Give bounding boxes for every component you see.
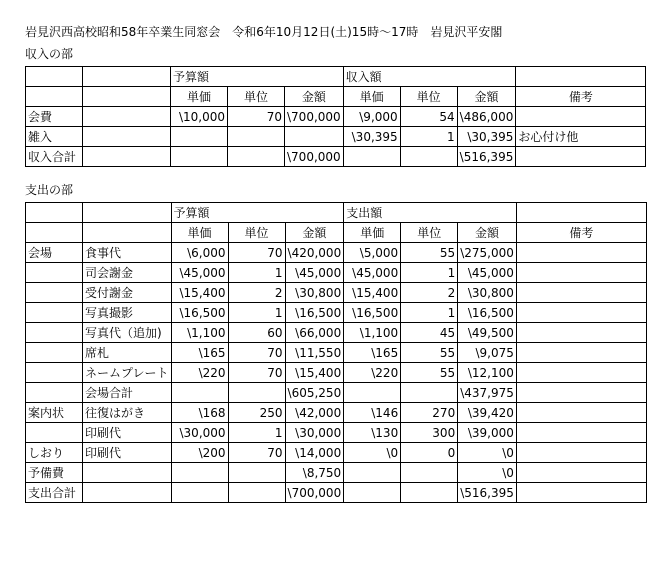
budget-unit-cell bbox=[228, 483, 285, 503]
budget-unit-price-cell: \165 bbox=[171, 343, 228, 363]
row-label: 予備費 bbox=[26, 463, 83, 483]
actual-amount-cell: \0 bbox=[458, 463, 517, 483]
row-label: 収入合計 bbox=[26, 147, 83, 167]
actual-unit-cell: 1 bbox=[400, 127, 457, 147]
budget-unit-cell: 70 bbox=[228, 107, 285, 127]
row-item: 司会謝金 bbox=[83, 263, 172, 283]
income-budget-group-header: 予算額 bbox=[171, 67, 344, 87]
budget-amount-cell: \30,800 bbox=[285, 283, 344, 303]
actual-amount-cell: \30,800 bbox=[458, 283, 517, 303]
remarks-cell bbox=[516, 463, 646, 483]
actual-amount-cell: \516,395 bbox=[458, 483, 517, 503]
expense-table-row bbox=[26, 363, 647, 383]
col-header-unit: 単位 bbox=[401, 223, 458, 243]
income-column-header-row bbox=[26, 87, 646, 107]
income-actual-group-header: 収入額 bbox=[343, 67, 516, 87]
budget-unit-cell: 250 bbox=[228, 403, 285, 423]
budget-amount-cell: \11,550 bbox=[285, 343, 344, 363]
actual-unit-price-cell: \45,000 bbox=[344, 263, 401, 283]
budget-unit-price-cell bbox=[171, 483, 228, 503]
remarks-cell bbox=[516, 303, 646, 323]
row-label: しおり bbox=[26, 443, 83, 463]
col-header-amount: 金額 bbox=[285, 223, 344, 243]
budget-amount-cell: \66,000 bbox=[285, 323, 344, 343]
actual-unit-price-cell: \220 bbox=[344, 363, 401, 383]
remarks-cell bbox=[516, 423, 646, 443]
col-header-amount: 金額 bbox=[285, 87, 344, 107]
budget-amount-cell: \8,750 bbox=[285, 463, 344, 483]
budget-unit-price-cell: \168 bbox=[171, 403, 228, 423]
row-label bbox=[26, 383, 83, 403]
budget-unit-cell: 2 bbox=[228, 283, 285, 303]
col-header-unit: 単位 bbox=[228, 87, 285, 107]
remarks-cell: お心付け他 bbox=[516, 127, 646, 147]
income-group-header-row bbox=[26, 67, 646, 87]
col-header-unit: 単位 bbox=[228, 223, 285, 243]
row-item bbox=[83, 483, 172, 503]
row-item bbox=[83, 463, 172, 483]
col-header-unit-price: 単価 bbox=[171, 223, 228, 243]
actual-amount-cell: \39,420 bbox=[458, 403, 517, 423]
actual-unit-cell: 1 bbox=[401, 263, 458, 283]
expense-budget-group-header: 予算額 bbox=[171, 203, 344, 223]
col-header-unit-price: 単価 bbox=[343, 87, 400, 107]
actual-unit-price-cell: \1,100 bbox=[344, 323, 401, 343]
col-header-remarks: 備考 bbox=[516, 87, 646, 107]
actual-unit-cell: 55 bbox=[401, 243, 458, 263]
actual-amount-cell: \486,000 bbox=[457, 107, 516, 127]
expense-table-row bbox=[26, 303, 647, 323]
row-item: 食事代 bbox=[83, 243, 172, 263]
budget-unit-cell: 70 bbox=[228, 363, 285, 383]
actual-unit-price-cell bbox=[343, 147, 400, 167]
row-label bbox=[26, 283, 83, 303]
actual-unit-price-cell: \30,395 bbox=[343, 127, 400, 147]
actual-amount-cell: \45,000 bbox=[458, 263, 517, 283]
budget-amount-cell: \700,000 bbox=[285, 147, 344, 167]
row-item: ネームプレート bbox=[83, 363, 172, 383]
row-label: 会場 bbox=[26, 243, 83, 263]
budget-amount-cell: \45,000 bbox=[285, 263, 344, 283]
remarks-cell bbox=[516, 483, 646, 503]
budget-unit-cell: 1 bbox=[228, 423, 285, 443]
budget-unit-cell bbox=[228, 463, 285, 483]
expense-table-row bbox=[26, 383, 647, 403]
row-label bbox=[26, 263, 83, 283]
row-label bbox=[26, 423, 83, 443]
actual-unit-cell bbox=[401, 463, 458, 483]
budget-unit-cell bbox=[228, 127, 285, 147]
budget-unit-price-cell: \1,100 bbox=[171, 323, 228, 343]
row-label bbox=[26, 303, 83, 323]
actual-unit-cell: 55 bbox=[401, 363, 458, 383]
row-item bbox=[83, 127, 171, 147]
col-header-unit: 単位 bbox=[400, 87, 457, 107]
budget-unit-cell: 70 bbox=[228, 443, 285, 463]
actual-unit-price-cell: \146 bbox=[344, 403, 401, 423]
income-section-label: 収入の部 bbox=[25, 47, 74, 61]
actual-amount-cell: \437,975 bbox=[458, 383, 517, 403]
actual-unit-cell: 0 bbox=[401, 443, 458, 463]
row-item: 写真撮影 bbox=[83, 303, 172, 323]
expense-actual-group-header: 支出額 bbox=[344, 203, 517, 223]
actual-unit-cell: 2 bbox=[401, 283, 458, 303]
row-label: 会費 bbox=[26, 107, 83, 127]
budget-unit-price-cell: \45,000 bbox=[171, 263, 228, 283]
actual-unit-price-cell: \5,000 bbox=[344, 243, 401, 263]
col-header-remarks: 備考 bbox=[516, 223, 646, 243]
document-title: 岩見沢西高校昭和58年卒業生同窓会 令和6年10月12日(土)15時～17時 岩見沢平安閣 bbox=[25, 25, 503, 39]
remarks-cell bbox=[516, 443, 646, 463]
actual-unit-price-cell bbox=[344, 483, 401, 503]
budget-unit-price-cell: \30,000 bbox=[171, 423, 228, 443]
budget-unit-price-cell: \16,500 bbox=[171, 303, 228, 323]
expense-table-row bbox=[26, 403, 647, 423]
budget-unit-cell: 70 bbox=[228, 243, 285, 263]
actual-unit-price-cell: \15,400 bbox=[344, 283, 401, 303]
row-item: 印刷代 bbox=[83, 423, 172, 443]
budget-amount-cell: \700,000 bbox=[285, 483, 344, 503]
expense-group-header-row bbox=[26, 203, 647, 223]
row-label bbox=[26, 363, 83, 383]
budget-unit-price-cell bbox=[171, 127, 228, 147]
expense-table bbox=[25, 202, 647, 503]
actual-unit-cell: 54 bbox=[400, 107, 457, 127]
actual-unit-cell bbox=[400, 147, 457, 167]
remarks-cell bbox=[516, 363, 646, 383]
budget-amount-cell: \700,000 bbox=[285, 107, 344, 127]
remarks-cell bbox=[516, 147, 646, 167]
remarks-cell bbox=[516, 383, 646, 403]
actual-unit-price-cell bbox=[344, 383, 401, 403]
budget-unit-price-cell bbox=[171, 463, 228, 483]
actual-unit-price-cell: \165 bbox=[344, 343, 401, 363]
budget-amount-cell: \30,000 bbox=[285, 423, 344, 443]
col-header-amount: 金額 bbox=[457, 87, 516, 107]
row-item: 受付謝金 bbox=[83, 283, 172, 303]
actual-amount-cell: \49,500 bbox=[458, 323, 517, 343]
actual-unit-price-cell: \0 bbox=[344, 443, 401, 463]
row-item: 会場合計 bbox=[83, 383, 172, 403]
actual-unit-cell: 1 bbox=[401, 303, 458, 323]
budget-unit-price-cell: \10,000 bbox=[171, 107, 228, 127]
row-label bbox=[26, 323, 83, 343]
actual-unit-price-cell bbox=[344, 463, 401, 483]
budget-amount-cell: \15,400 bbox=[285, 363, 344, 383]
budget-amount-cell: \420,000 bbox=[285, 243, 344, 263]
actual-amount-cell: \12,100 bbox=[458, 363, 517, 383]
income-table-row bbox=[26, 107, 646, 127]
row-label: 雑入 bbox=[26, 127, 83, 147]
actual-amount-cell: \16,500 bbox=[458, 303, 517, 323]
budget-unit-price-cell: \200 bbox=[171, 443, 228, 463]
actual-amount-cell: \275,000 bbox=[458, 243, 517, 263]
actual-unit-price-cell: \16,500 bbox=[344, 303, 401, 323]
row-label: 支出合計 bbox=[26, 483, 83, 503]
expense-table-row bbox=[26, 343, 647, 363]
row-item: 印刷代 bbox=[83, 443, 172, 463]
income-table bbox=[25, 66, 646, 167]
actual-amount-cell: \39,000 bbox=[458, 423, 517, 443]
actual-unit-cell bbox=[401, 383, 458, 403]
actual-unit-cell bbox=[401, 483, 458, 503]
budget-unit-cell: 1 bbox=[228, 263, 285, 283]
budget-amount-cell: \605,250 bbox=[285, 383, 344, 403]
actual-unit-cell: 55 bbox=[401, 343, 458, 363]
actual-unit-price-cell: \130 bbox=[344, 423, 401, 443]
budget-amount-cell: \16,500 bbox=[285, 303, 344, 323]
expense-column-header-row bbox=[26, 223, 647, 243]
expense-section-label: 支出の部 bbox=[25, 183, 74, 197]
col-header-amount: 金額 bbox=[458, 223, 517, 243]
remarks-cell bbox=[516, 323, 646, 343]
row-item bbox=[83, 107, 171, 127]
expense-table-row bbox=[26, 263, 647, 283]
budget-unit-cell: 1 bbox=[228, 303, 285, 323]
budget-unit-price-cell bbox=[171, 147, 228, 167]
budget-unit-cell bbox=[228, 147, 285, 167]
remarks-cell bbox=[516, 263, 646, 283]
budget-unit-price-cell: \6,000 bbox=[171, 243, 228, 263]
expense-table-row bbox=[26, 423, 647, 443]
actual-amount-cell: \9,075 bbox=[458, 343, 517, 363]
budget-unit-cell: 60 bbox=[228, 323, 285, 343]
row-item: 席札 bbox=[83, 343, 172, 363]
expense-table-row bbox=[26, 323, 647, 343]
income-table-row bbox=[26, 127, 646, 147]
row-item: 写真代（追加) bbox=[83, 323, 172, 343]
remarks-cell bbox=[516, 283, 646, 303]
expense-table-row bbox=[26, 443, 647, 463]
budget-unit-cell bbox=[228, 383, 285, 403]
expense-table-row bbox=[26, 463, 647, 483]
row-label bbox=[26, 343, 83, 363]
remarks-cell bbox=[516, 107, 646, 127]
income-table-row bbox=[26, 147, 646, 167]
actual-amount-cell: \0 bbox=[458, 443, 517, 463]
expense-table-row bbox=[26, 283, 647, 303]
budget-unit-price-cell: \15,400 bbox=[171, 283, 228, 303]
expense-table-row bbox=[26, 243, 647, 263]
expense-table-row bbox=[26, 483, 647, 503]
budget-unit-price-cell: \220 bbox=[171, 363, 228, 383]
budget-unit-cell: 70 bbox=[228, 343, 285, 363]
remarks-cell bbox=[516, 343, 646, 363]
actual-unit-cell: 45 bbox=[401, 323, 458, 343]
budget-amount-cell: \14,000 bbox=[285, 443, 344, 463]
remarks-cell bbox=[516, 243, 646, 263]
budget-unit-price-cell bbox=[171, 383, 228, 403]
col-header-unit-price: 単価 bbox=[171, 87, 228, 107]
row-item bbox=[83, 147, 171, 167]
actual-unit-cell: 270 bbox=[401, 403, 458, 423]
actual-unit-cell: 300 bbox=[401, 423, 458, 443]
actual-amount-cell: \30,395 bbox=[457, 127, 516, 147]
row-item: 往復はがき bbox=[83, 403, 172, 423]
budget-amount-cell: \42,000 bbox=[285, 403, 344, 423]
remarks-cell bbox=[516, 403, 646, 423]
row-label: 案内状 bbox=[26, 403, 83, 423]
budget-amount-cell bbox=[285, 127, 344, 147]
actual-amount-cell: \516,395 bbox=[457, 147, 516, 167]
col-header-unit-price: 単価 bbox=[344, 223, 401, 243]
actual-unit-price-cell: \9,000 bbox=[343, 107, 400, 127]
